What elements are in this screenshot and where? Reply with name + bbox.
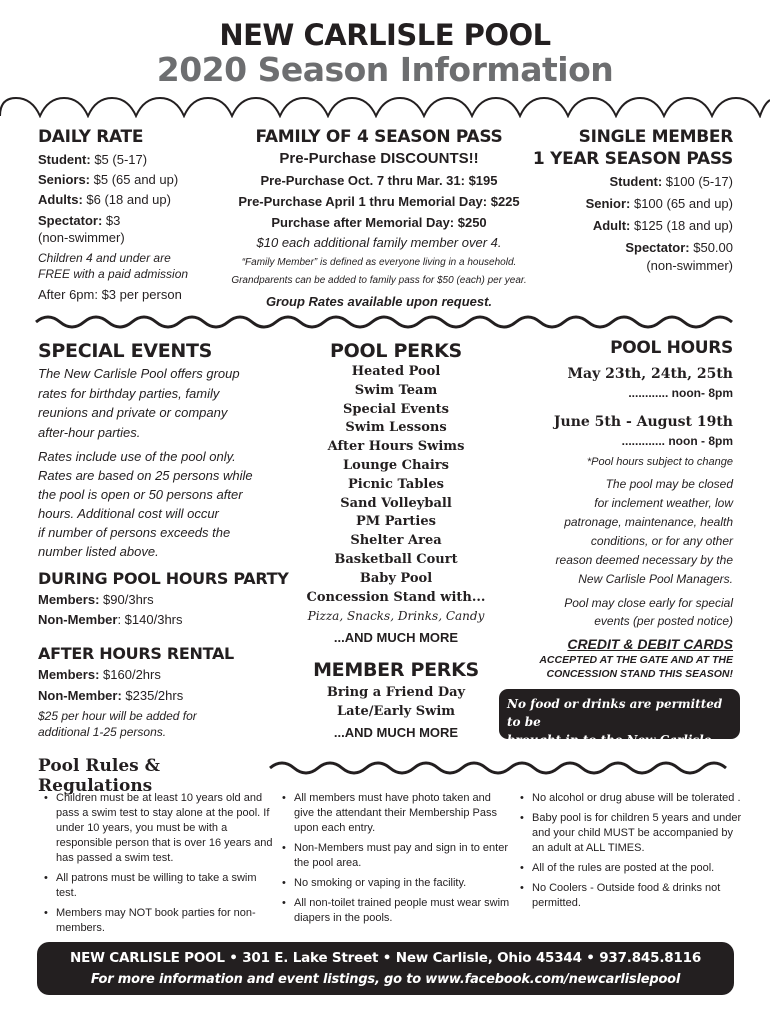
member-perk-late-early-swim: Late/Early Swim <box>336 704 456 720</box>
pool-hours-heading: POOL HOURS <box>610 338 733 358</box>
single-pass-section <box>520 127 733 273</box>
daily-rate-spectator: Spectator: $3 <box>38 213 121 228</box>
rule-item: • No smoking or vaping in the facility. <box>276 876 510 891</box>
pool-perk-item: Concession Stand with... <box>306 589 486 605</box>
after-hours-note-1: $25 per hour will be added for <box>38 709 197 723</box>
special-events-para1-line2: rates for birthday parties, family <box>38 385 220 401</box>
pool-perk-item: Sand Volleyball <box>340 495 452 511</box>
pool-hours-period1-time: ............ noon- 8pm <box>628 386 733 400</box>
during-hours-non-member: Non-Member: $140/3hrs <box>38 612 183 627</box>
special-events-para2-line2: Rates are based on 25 persons while <box>38 468 253 483</box>
single-pass-heading-2: 1 YEAR SEASON PASS <box>532 149 733 169</box>
pool-hours-section <box>500 338 733 681</box>
after-hours-note-2: additional 1-25 persons. <box>38 725 167 739</box>
single-pass-senior: Senior: $100 (65 and up) <box>585 196 733 211</box>
rules-column-1 <box>38 791 278 941</box>
daily-rate-seniors: Seniors: $5 (65 and up) <box>38 172 179 187</box>
pool-closed-line: The pool may be closed <box>605 477 733 491</box>
pool-hours-period1: May 23th, 24th, 25th <box>567 366 733 382</box>
rule-item: • Members may NOT book parties for non-members. <box>38 906 278 936</box>
pool-perk-item: PM Parties <box>356 514 436 530</box>
pool-closed-line: reason deemed necessary by the <box>555 553 733 567</box>
pool-perks-list <box>300 363 492 607</box>
rule-item: • Non-Members must pay and sign in to enter the pool area. <box>276 841 510 871</box>
concession-items: Pizza, Snacks, Drinks, Candy <box>307 609 485 624</box>
single-pass-spectator: Spectator: $50.00 <box>625 240 733 255</box>
footer-address: NEW CARLISLE POOL • 301 E. Lake Street • New Carlisle, Ohio 45344 • 937.845.8116 <box>69 950 702 966</box>
wave-divider-middle <box>0 310 770 334</box>
after-hours-rental-heading: AFTER HOURS RENTAL <box>38 644 234 663</box>
credit-debit-heading: CREDIT & DEBIT CARDS <box>567 636 733 652</box>
after-hours-non-member: Non-Member: $235/2hrs <box>38 688 184 703</box>
children-free-note-1: Children 4 and under are <box>38 251 171 265</box>
family-pass-price-1: Pre-Purchase Oct. 7 thru Mar. 31: $195 <box>260 173 498 188</box>
pool-close-early-note <box>500 594 733 630</box>
pool-perks-heading: POOL PERKS <box>330 340 462 362</box>
pool-closed-note <box>500 475 733 589</box>
special-events-para1-line4: after-hour parties. <box>38 424 141 440</box>
rules-heading: Pool Rules & Regulations <box>38 756 160 796</box>
children-free-note-2: FREE with a paid admission <box>38 267 189 281</box>
pool-perks-more: ...AND MUCH MORE <box>333 630 459 646</box>
family-pass-price-2: Pre-Purchase April 1 thru Memorial Day: $225 <box>238 194 520 209</box>
rule-item: • All members must have photo taken and give the attendant their Membership Pass upon each entry. <box>276 791 510 836</box>
pool-close-early-line: events (per posted notice) <box>594 614 733 628</box>
page-title: NEW CARLISLE POOL <box>219 18 551 52</box>
family-pass-subheading: Pre-Purchase DISCOUNTS!! <box>279 150 479 167</box>
pool-perk-item: After Hours Swims <box>327 439 465 455</box>
pool-hours-subject-note: *Pool hours subject to change <box>586 456 733 468</box>
credit-debit-line2: CONCESSION STAND THIS SEASON! <box>546 668 733 680</box>
page-subtitle: 2020 Season Information <box>156 50 614 89</box>
after-hours-members: Members: $160/2hrs <box>38 667 161 682</box>
single-pass-student: Student: $100 (5-17) <box>609 174 733 189</box>
special-events-heading: SPECIAL EVENTS <box>38 340 213 362</box>
rules-column-2 <box>276 791 510 931</box>
pool-perks-section <box>300 340 492 743</box>
pool-hours-period2-time: ............. noon - 8pm <box>621 434 733 448</box>
family-pass-heading: FAMILY OF 4 SEASON PASS <box>255 127 503 147</box>
pool-hours-period2: June 5th - August 19th <box>553 414 733 430</box>
rules-column-3 <box>514 791 744 916</box>
no-food-line1: No food or drinks are permitted to be <box>507 697 723 729</box>
footer-facebook-link[interactable]: For more information and event listings, go to www.facebook.com/newcarlislepool <box>90 972 681 987</box>
during-hours-members: Members: $90/3hrs <box>38 592 154 607</box>
grandparents-note: Grandparents can be added to family pass for $50 (each) per year. <box>231 275 527 286</box>
rule-item: • All of the rules are posted at the pool. <box>514 861 744 876</box>
footer-bar <box>37 942 734 995</box>
special-events-para1-line1: The New Carlisle Pool offers group <box>38 366 240 381</box>
special-events-para2-line5: if number of persons exceeds the <box>38 525 231 540</box>
group-rates-note: Group Rates available upon request. <box>265 294 493 309</box>
pool-perk-item: Special Events <box>343 401 449 417</box>
pool-perk-item: Baby Pool <box>359 570 433 586</box>
wave-divider-rules <box>268 756 738 780</box>
pool-perk-item: Shelter Area <box>350 533 442 549</box>
rule-item: • No Coolers - Outside food & drinks not permitted. <box>514 881 744 911</box>
special-events-para2-line4: hours. Additional cost will occur <box>38 506 219 521</box>
no-food-line2: brought in to the New Carlisle Pool <box>507 733 712 765</box>
scallop-divider-top <box>0 94 770 118</box>
daily-rate-student: Student: $5 (5-17) <box>38 152 148 167</box>
special-events-para2-line1: Rates include use of the pool only. <box>38 449 236 464</box>
pool-perk-item: Swim Team <box>354 382 438 398</box>
family-pass-section <box>212 127 546 311</box>
special-events-para2-line6: number listed above. <box>38 544 159 559</box>
rule-item: • All non-toilet trained people must wear swim diapers in the pools. <box>276 896 510 926</box>
no-food-notice <box>499 689 740 765</box>
daily-rate-section <box>38 127 228 305</box>
special-events-para2-line3: the pool is open or 50 persons after <box>38 487 243 502</box>
single-pass-spectator-note: (non-swimmer) <box>646 258 733 273</box>
pool-perk-item: Swim Lessons <box>345 420 447 436</box>
pool-perk-item: Picnic Tables <box>348 476 444 492</box>
pool-perk-item: Basketball Court <box>334 551 458 567</box>
daily-rate-spectator-note: (non-swimmer) <box>38 230 125 245</box>
pool-perk-item: Heated Pool <box>351 364 441 379</box>
credit-debit-line1: ACCEPTED AT THE GATE AND AT THE <box>539 654 733 666</box>
during-hours-party-heading: DURING POOL HOURS PARTY <box>38 569 289 588</box>
pool-closed-line: for inclement weather, low <box>594 496 733 510</box>
daily-rate-heading: DAILY RATE <box>38 127 144 147</box>
member-perks-heading: MEMBER PERKS <box>313 659 479 682</box>
pool-closed-line: conditions, or for any other <box>590 534 733 548</box>
daily-rate-adults: Adults: $6 (18 and up) <box>38 192 171 207</box>
member-perks-more: ...AND MUCH MORE <box>333 724 459 740</box>
pool-perk-item: Lounge Chairs <box>343 457 449 473</box>
rule-item: • All patrons must be willing to take a swim test. <box>38 871 278 901</box>
single-pass-adult: Adult: $125 (18 and up) <box>592 218 733 233</box>
pool-closed-line: New Carlisle Pool Managers. <box>578 572 733 586</box>
rule-item: • Children must be at least 10 years old and pass a swim test to stay alone at the pool. If under 10 years, you must be with a responsible person that is over 16 years and has passed a swim test. <box>38 791 278 866</box>
rule-item: • No alcohol or drug abuse will be tolerated . <box>514 791 744 806</box>
pool-closed-line: patronage, maintenance, health <box>564 515 733 529</box>
special-events-section <box>38 340 298 740</box>
single-pass-heading-1: SINGLE MEMBER <box>578 127 733 147</box>
rule-item: • Baby pool is for children 5 years and under and your child MUST be accompanied by an adult at ALL TIMES. <box>514 811 744 856</box>
special-events-para1-line3: reunions and private or company <box>38 405 228 420</box>
pool-close-early-line: Pool may close early for special <box>564 596 733 610</box>
after-6pm-rate: After 6pm: $3 per person <box>38 287 182 302</box>
member-perk-friend-day: Bring a Friend Day <box>326 685 466 701</box>
family-pass-price-3: Purchase after Memorial Day: $250 <box>271 215 487 230</box>
family-member-definition: “Family Member” is defined as everyone living in a household. <box>241 257 517 268</box>
family-pass-additional: $10 each additional family member over 4. <box>256 235 502 250</box>
